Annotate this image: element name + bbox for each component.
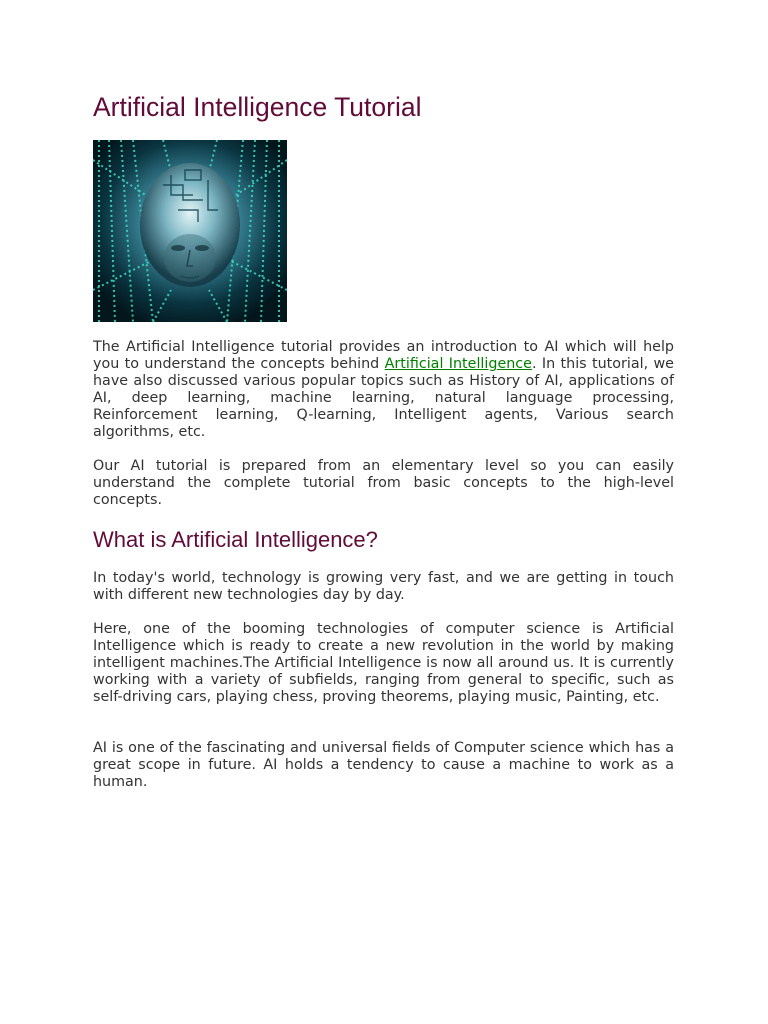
artificial-intelligence-link[interactable]: Artificial Intelligence	[384, 356, 532, 372]
intro-paragraph	[93, 339, 674, 441]
digital-head-illustration-icon	[93, 140, 287, 322]
technology-growth-paragraph: In today's world, technology is growing very fast, and we are getting in touch with different new technologies day by day.	[93, 570, 674, 603]
section-heading: What is Artificial Intelligence?	[93, 527, 378, 552]
tutorial-level-paragraph: Our AI tutorial is prepared from an elementary level so you can easily understand the complete tutorial from basic concepts to the high-level concepts.	[93, 458, 674, 508]
intro-text-after-link: . In this tutorial, we have also discussed various popular topics such as History of AI, applications of AI, deep learning, machine learning, natural language processing, Reinforcement learning, Q-learning, Intelligent agents, Various search algorithms, etc.	[93, 356, 674, 440]
intro-text-before-link: The Artificial Intelligence tutorial provides an introduction to AI which will help you to understand the concepts behind	[93, 339, 674, 372]
ai-scope-paragraph: AI is one of the fascinating and universal fields of Computer science which has a great scope in future. AI holds a tendency to cause a machine to work as a human.	[93, 740, 674, 790]
booming-technologies-paragraph: Here, one of the booming technologies of computer science is Artificial Intelligence which is ready to create a new revolution in the world by making intelligent machines.The Artificial Intelligence is now all around us. It is currently working with a variety of subfields, ranging from general to specific, such as self-driving cars, playing chess, proving theorems, playing music, Painting, etc.	[93, 621, 674, 705]
ai-head-image	[93, 140, 287, 322]
page-title: Artificial Intelligence Tutorial	[93, 92, 422, 122]
